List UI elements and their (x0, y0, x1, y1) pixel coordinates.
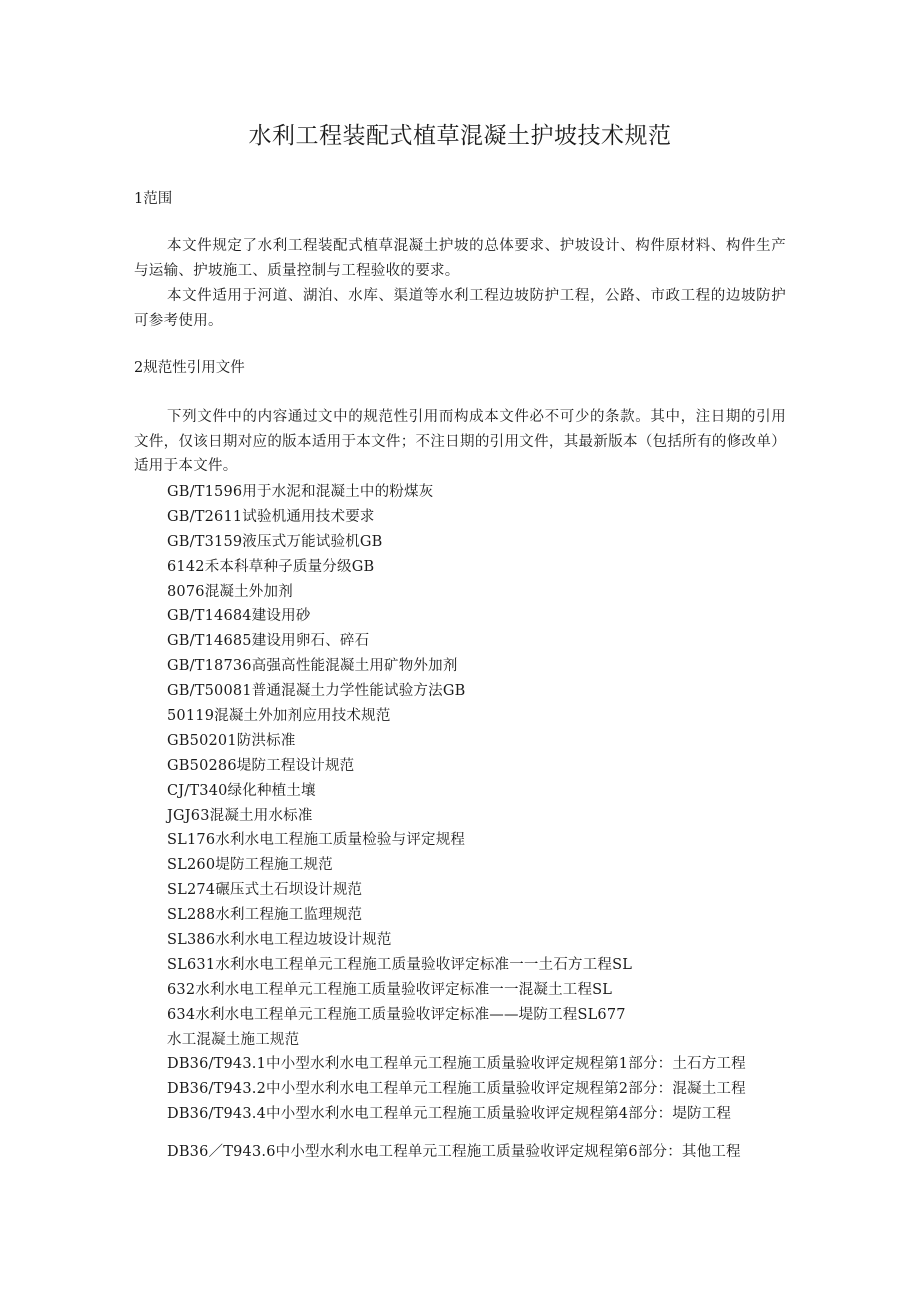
scope-paragraph-2: 本文件适用于河道、湖泊、水库、渠道等水利工程边坡防护工程，公路、市政工程的边坡防护可参考使用。 (134, 288, 786, 329)
reference-item: CJ/T340绿化种植土壤 (167, 782, 316, 799)
reference-item: GB/T1596用于水泥和混凝土中的粉煤灰 (167, 484, 434, 500)
section-heading-scope: 1范围 (134, 191, 173, 207)
reference-item: GB50286堤防工程设计规范 (167, 757, 355, 774)
reference-item: 634水利水电工程单元工程施工质量验收评定标准——堤防工程SL677 (167, 1006, 626, 1023)
reference-item: SL260堤防工程施工规范 (167, 857, 333, 874)
reference-item: 水工混凝土施工规范 (167, 1031, 300, 1048)
reference-item: DB36/T943.4中小型水利水电工程单元工程施工质量验收评定规程第4部分：堤防工程 (167, 1106, 732, 1123)
reference-item: GB/T50081普通混凝土力学性能试验方法GB (167, 683, 466, 700)
scope-paragraph-1: 本文件规定了水利工程装配式植草混凝土护坡的总体要求、护坡设计、构件原材料、构件生产与运输、护坡施工、质量控制与工程验收的要求。 (134, 238, 786, 279)
references-intro-paragraph: 下列文件中的内容通过文中的规范性引用而构成本文件必不可少的条款。其中，注日期的引用文件，仅该日期对应的版本适用于本文件；不注日期的引用文件，其最新版本（包括所有的修改单）适用于本文件。 (134, 409, 786, 474)
reference-item: SL274碾压式土石坝设计规范 (167, 882, 363, 899)
document-title: 水利工程装配式植草混凝土护坡技术规范 (248, 123, 672, 149)
reference-item: GB/T3159液压式万能试验机GB (167, 533, 383, 550)
reference-item: 50119混凝土外加剂应用技术规范 (167, 708, 391, 725)
reference-item: GB/T2611试验机通用技术要求 (167, 508, 375, 525)
reference-item: JGJ63混凝土用水标准 (167, 807, 313, 824)
section-heading-normative-references: 2规范性引用文件 (134, 360, 245, 376)
reference-item: 6142禾本科草种子质量分级GB (167, 558, 375, 575)
reference-item: 632水利水电工程单元工程施工质量验收评定标准一一混凝土工程SL (167, 981, 613, 998)
reference-item: SL176水利水电工程施工质量检验与评定规程 (167, 832, 466, 849)
reference-item: SL288水利工程施工监理规范 (167, 907, 363, 924)
reference-item-last: DB36／T943.6中小型水利水电工程单元工程施工质量验收评定规程第6部分：其他工程 (167, 1144, 741, 1160)
reference-item: 8076混凝土外加剂 (167, 583, 293, 600)
reference-item: GB/T18736高强高性能混凝土用矿物外加剂 (167, 658, 458, 675)
reference-item: GB/T14684建设用砂 (167, 608, 311, 625)
reference-list (167, 480, 787, 1127)
reference-item: GB50201防洪标准 (167, 732, 296, 749)
reference-item: DB36/T943.1中小型水利水电工程单元工程施工质量验收评定规程第1部分：土石方工程 (167, 1056, 746, 1073)
reference-item: GB/T14685建设用卵石、碎石 (167, 633, 370, 650)
reference-item: SL631水利水电工程单元工程施工质量验收评定标准一一土石方工程SL (167, 956, 633, 973)
reference-item: SL386水利水电工程边坡设计规范 (167, 932, 392, 949)
reference-item: DB36/T943.2中小型水利水电工程单元工程施工质量验收评定规程第2部分：混凝土工程 (167, 1081, 746, 1098)
